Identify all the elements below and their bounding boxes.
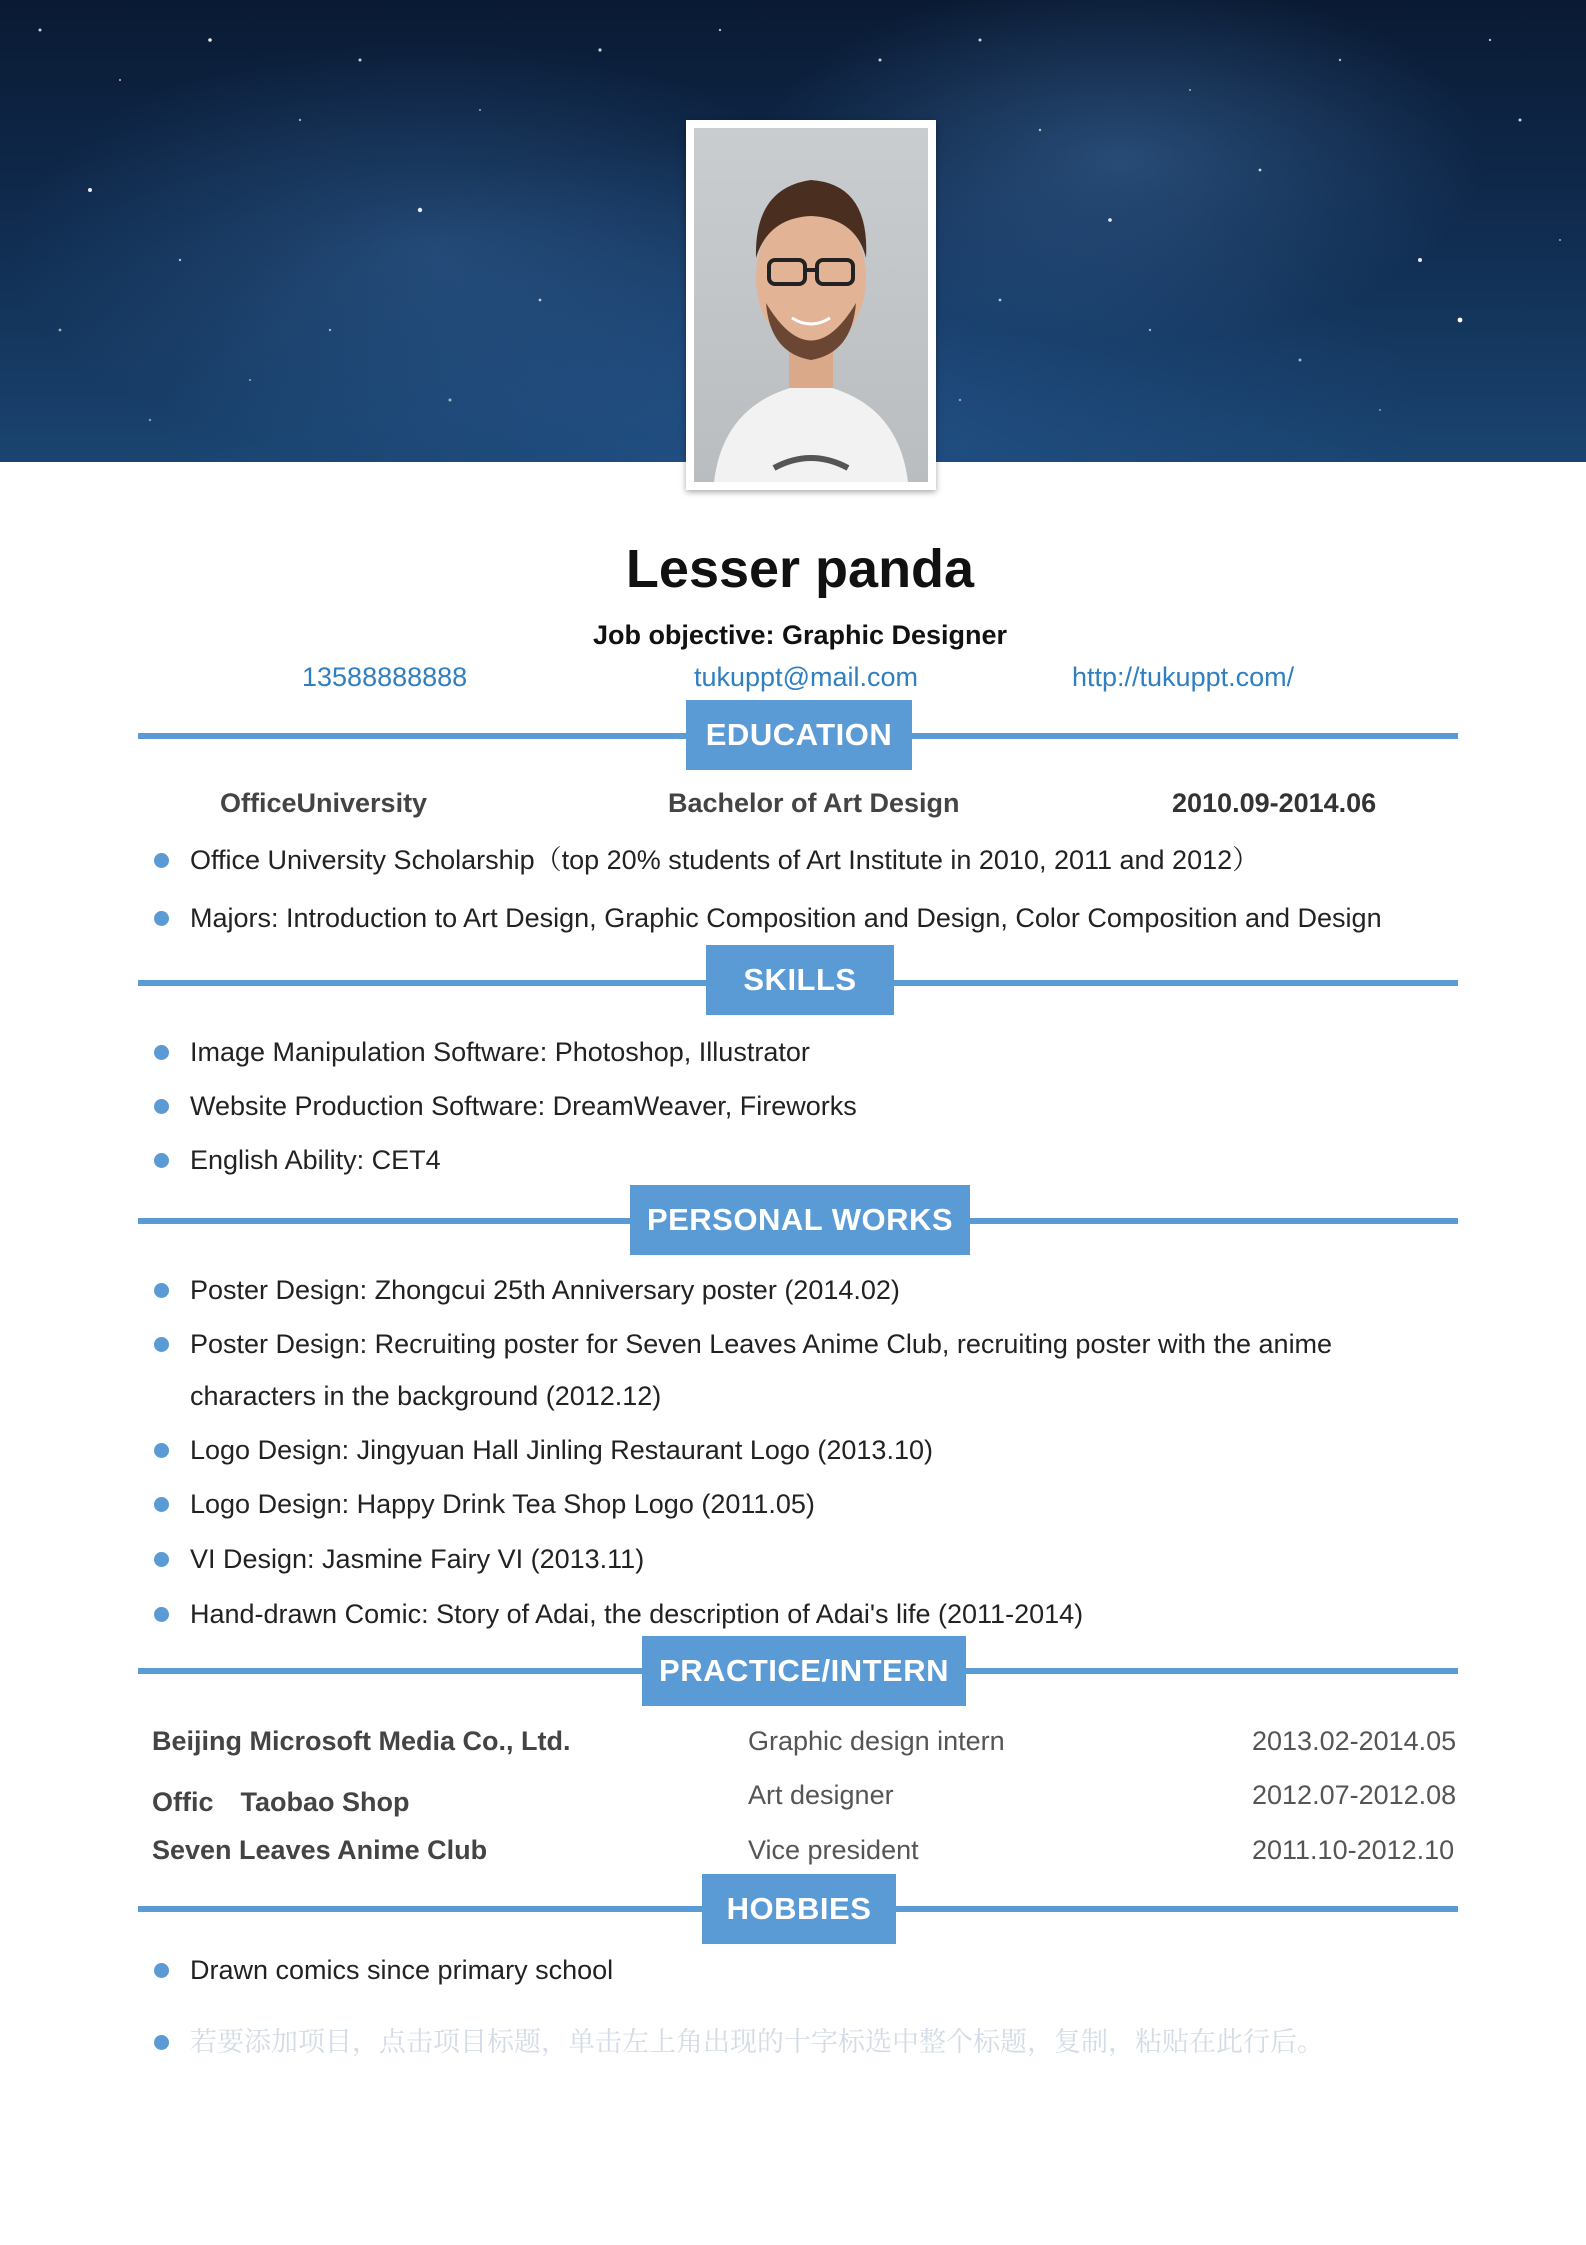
work-item: Logo Design: Jingyuan Hall Jinling Restaurant Logo (2013.10): [190, 1424, 933, 1476]
work-item: Poster Design: Zhongcui 25th Anniversary poster (2014.02): [190, 1264, 900, 1316]
practice-period: 2013.02-2014.05: [1252, 1726, 1457, 1756]
bullet-dot-icon: [154, 1153, 169, 1168]
work-item: Hand-drawn Comic: Story of Adai, the description of Adai's life (2011-2014): [190, 1588, 1083, 1640]
bullet-dot-icon: [154, 1552, 169, 1567]
work-item: Logo Design: Happy Drink Tea Shop Logo (2011.05): [190, 1478, 815, 1530]
bullet-dot-icon: [154, 2035, 169, 2050]
work-item: Poster Design: Recruiting poster for Seven Leaves Anime Club, recruiting poster with the anime: [190, 1318, 1332, 1370]
profile-photo: [694, 128, 928, 482]
practice-company: Seven Leaves Anime Club: [152, 1835, 488, 1865]
education-school: OfficeUniversity: [220, 788, 428, 818]
hobbies-heading: HOBBIES: [702, 1874, 896, 1944]
skill-item: Website Production Software: DreamWeaver, Fireworks: [190, 1080, 857, 1132]
practice-heading: PRACTICE/INTERN: [642, 1636, 966, 1706]
education-item: Office University Scholarship（top 20% students of Art Institute in 2010, 2011 and 2012）: [190, 834, 1259, 886]
skill-item: English Ability: CET4: [190, 1134, 441, 1186]
profile-photo-frame: [686, 120, 936, 490]
education-degree: Bachelor of Art Design: [668, 788, 960, 818]
hobby-placeholder-hint: 若要添加项目，点击项目标题，单击左上角出现的十字标选中整个标题，复制，粘贴在此行后。: [190, 2016, 1324, 2068]
portrait-illustration: [694, 128, 928, 482]
bullet-dot-icon: [154, 1497, 169, 1512]
skill-item: Image Manipulation Software: Photoshop, Illustrator: [190, 1026, 810, 1078]
bullet-dot-icon: [154, 911, 169, 926]
practice-role: Vice president: [748, 1835, 919, 1865]
practice-company: Beijing Microsoft Media Co., Ltd.: [152, 1726, 571, 1756]
practice-period: 2011.10-2012.10: [1252, 1835, 1455, 1865]
practice-role: Art designer: [748, 1780, 894, 1810]
bullet-dot-icon: [154, 1607, 169, 1622]
hobby-item: Drawn comics since primary school: [190, 1944, 613, 1996]
skills-heading: SKILLS: [706, 945, 894, 1015]
bullet-dot-icon: [154, 1045, 169, 1060]
practice-company: Offic Taobao Shop: [152, 1787, 410, 1817]
education-period: 2010.09-2014.06: [1172, 788, 1377, 818]
work-item: VI Design: Jasmine Fairy VI (2013.11): [190, 1533, 644, 1585]
bullet-dot-icon: [154, 1099, 169, 1114]
practice-period: 2012.07-2012.08: [1252, 1780, 1457, 1810]
bullet-dot-icon: [154, 1337, 169, 1352]
bullet-dot-icon: [154, 1963, 169, 1978]
bullet-dot-icon: [154, 1283, 169, 1298]
work-item-continuation: characters in the background (2012.12): [190, 1381, 662, 1411]
education-item: Majors: Introduction to Art Design, Graphic Composition and Design, Color Composition and Design: [190, 892, 1382, 944]
job-objective: Job objective: Graphic Designer: [592, 620, 1008, 650]
bullet-dot-icon: [154, 853, 169, 868]
bullet-dot-icon: [154, 1443, 169, 1458]
email-link[interactable]: tukuppt@mail.com: [694, 662, 918, 692]
candidate-name: Lesser panda: [625, 539, 975, 599]
website-link[interactable]: http://tukuppt.com/: [1072, 662, 1295, 692]
works-heading: PERSONAL WORKS: [630, 1185, 970, 1255]
practice-role: Graphic design intern: [748, 1726, 1005, 1756]
phone-number[interactable]: 13588888888: [302, 662, 468, 692]
education-heading: EDUCATION: [686, 700, 912, 770]
